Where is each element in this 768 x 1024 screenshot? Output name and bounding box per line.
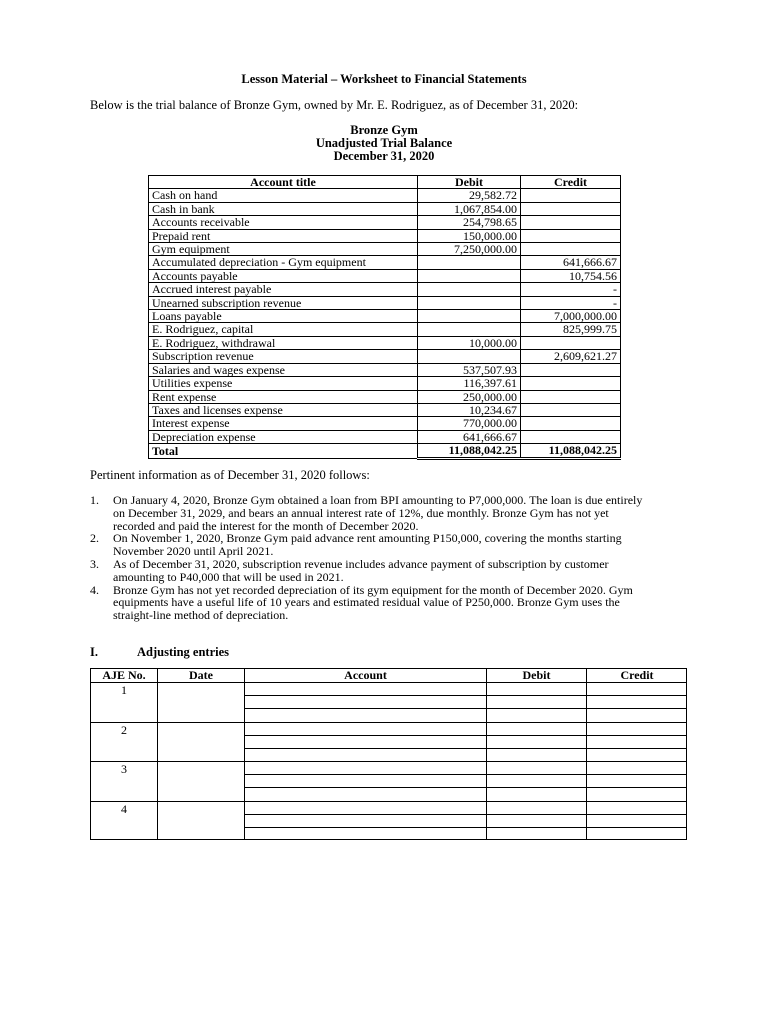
credit-cell: 825,999.75	[521, 323, 621, 336]
header-date: Date	[189, 668, 213, 682]
table-row	[149, 323, 621, 336]
account-cell: Accrued interest payable	[149, 283, 418, 296]
table-row	[149, 390, 621, 403]
table-row	[149, 256, 621, 269]
account-cell: Accounts receivable	[149, 216, 418, 229]
account-cell: Accumulated depreciation - Gym equipment	[149, 256, 418, 269]
item-text: On November 1, 2020, Bronze Gym paid advance rent amounting P150,000, covering the months starting November 2020 until April 2021.	[113, 531, 622, 559]
account-cell: Depreciation expense	[149, 430, 418, 443]
list-item	[90, 558, 650, 584]
item-text: On January 4, 2020, Bronze Gym obtained a loan from BPI amounting to P7,000,000. The loan is due entirely on December 31, 2029, and bears an annual interest rate of 12%, due monthly. Bronze Gym has not yet recorded and paid the interest for the month of December 2020.	[113, 493, 643, 533]
debit-cell: 254,798.65	[418, 216, 521, 229]
debit-cell: 250,000.00	[418, 390, 521, 403]
total-debit: 11,088,042.25	[418, 444, 521, 458]
total-label: Total	[149, 444, 418, 458]
table-row	[149, 336, 621, 349]
debit-cell: 641,666.67	[418, 430, 521, 443]
aje-number: 4	[121, 802, 127, 816]
document-heading: Lesson Material – Worksheet to Financial Statements	[241, 72, 527, 86]
intro-text: Below is the trial balance of Bronze Gym, owned by Mr. E. Rodriguez, as of December 31, 2020:	[90, 98, 579, 112]
tb-company: Bronze Gym	[350, 123, 418, 137]
credit-cell: 7,000,000.00	[521, 310, 621, 323]
item-number: 2.	[90, 531, 99, 546]
header-account: Account title	[149, 176, 418, 189]
pertinent-list	[90, 494, 650, 622]
credit-cell	[521, 216, 621, 229]
account-cell: Gym equipment	[149, 243, 418, 256]
credit-cell	[521, 229, 621, 242]
entry-row-line	[244, 801, 686, 802]
tb-date: December 31, 2020	[333, 149, 435, 163]
account-cell: E. Rodriguez, withdrawal	[149, 336, 418, 349]
credit-cell	[521, 390, 621, 403]
credit-cell: -	[521, 283, 621, 296]
debit-cell: 29,582.72	[418, 189, 521, 202]
account-cell: Rent expense	[149, 390, 418, 403]
account-cell: Salaries and wages expense	[149, 363, 418, 376]
credit-cell: 641,666.67	[521, 256, 621, 269]
item-number: 4.	[90, 582, 99, 597]
table-row	[149, 350, 621, 363]
debit-cell	[418, 310, 521, 323]
table-row	[149, 283, 621, 296]
aje-number: 3	[121, 762, 127, 776]
account-cell: Subscription revenue	[149, 350, 418, 363]
table-row	[149, 363, 621, 376]
list-item	[90, 532, 650, 558]
credit-cell	[521, 417, 621, 430]
debit-cell	[418, 350, 521, 363]
credit-cell	[521, 189, 621, 202]
debit-cell	[418, 283, 521, 296]
list-item	[90, 584, 650, 622]
entry-row-line	[244, 774, 686, 775]
debit-cell: 770,000.00	[418, 417, 521, 430]
credit-cell	[521, 430, 621, 443]
table-row	[149, 417, 621, 430]
entry-row-line	[244, 735, 686, 736]
table-row	[149, 296, 621, 309]
debit-cell	[418, 323, 521, 336]
pertinent-intro: Pertinent information as of December 31, 2020 follows:	[90, 468, 370, 482]
table-row	[149, 189, 621, 202]
aje-number: 1	[121, 683, 127, 697]
account-cell: Cash on hand	[149, 189, 418, 202]
table-row	[149, 243, 621, 256]
credit-cell: -	[521, 296, 621, 309]
table-row	[149, 216, 621, 229]
entry-row-line	[244, 761, 686, 762]
header-aje-no: AJE No.	[102, 668, 146, 682]
entry-row-line	[244, 814, 686, 815]
item-number: 3.	[90, 556, 99, 571]
credit-cell	[521, 336, 621, 349]
debit-cell: 150,000.00	[418, 229, 521, 242]
debit-cell: 1,067,854.00	[418, 202, 521, 215]
header-credit: Credit	[521, 176, 621, 189]
header-divider	[91, 682, 686, 683]
total-row	[149, 444, 621, 458]
entry-row-line	[244, 748, 686, 749]
section-number: I.	[90, 645, 98, 659]
table-row	[149, 430, 621, 443]
credit-cell	[521, 202, 621, 215]
table-row	[149, 229, 621, 242]
table-row	[149, 310, 621, 323]
account-cell: Prepaid rent	[149, 229, 418, 242]
column-divider	[157, 669, 158, 839]
table-header-row	[149, 176, 621, 189]
debit-cell: 7,250,000.00	[418, 243, 521, 256]
tb-title: Unadjusted Trial Balance	[315, 136, 453, 150]
list-item	[90, 494, 650, 532]
item-text: As of December 31, 2020, subscription revenue includes advance payment of subscription by customer amounting to P40,000 that will be used in 2021.	[113, 556, 609, 584]
credit-cell	[521, 377, 621, 390]
table-row	[149, 403, 621, 416]
debit-cell: 10,000.00	[418, 336, 521, 349]
credit-cell	[521, 243, 621, 256]
account-cell: Utilities expense	[149, 377, 418, 390]
adjusting-entries-table	[90, 668, 687, 840]
header-debit: Debit	[522, 668, 551, 682]
entry-row-line	[244, 708, 686, 709]
debit-cell	[418, 269, 521, 282]
section-title: Adjusting entries	[137, 645, 230, 659]
debit-cell: 537,507.93	[418, 363, 521, 376]
entry-row-line	[244, 827, 686, 828]
header-account: Account	[344, 668, 387, 682]
header-debit: Debit	[418, 176, 521, 189]
table-row	[149, 377, 621, 390]
item-number: 1.	[90, 493, 99, 507]
account-cell: Unearned subscription revenue	[149, 296, 418, 309]
item-text: Bronze Gym has not yet recorded depreciation of its gym equipment for the month of December 2020. Gym equipments have a useful life of 10 years and estimated residual value of P250,000. Bronze Gym uses the straight-line method of depreciation.	[113, 582, 633, 623]
credit-cell: 2,609,621.27	[521, 350, 621, 363]
table-row	[149, 269, 621, 282]
aje-number: 2	[121, 723, 127, 737]
account-cell: E. Rodriguez, capital	[149, 323, 418, 336]
account-cell: Accounts payable	[149, 269, 418, 282]
account-cell: Taxes and licenses expense	[149, 403, 418, 416]
trial-balance-table	[148, 175, 621, 460]
debit-cell	[418, 256, 521, 269]
account-cell: Cash in bank	[149, 202, 418, 215]
debit-cell: 10,234.67	[418, 403, 521, 416]
header-credit: Credit	[620, 668, 654, 682]
account-cell: Loans payable	[149, 310, 418, 323]
account-cell: Interest expense	[149, 417, 418, 430]
entry-row-line	[244, 695, 686, 696]
credit-cell: 10,754.56	[521, 269, 621, 282]
credit-cell	[521, 403, 621, 416]
table-row	[149, 202, 621, 215]
entry-row-line	[244, 787, 686, 788]
entry-row-line	[244, 722, 686, 723]
debit-cell: 116,397.61	[418, 377, 521, 390]
debit-cell	[418, 296, 521, 309]
credit-cell	[521, 363, 621, 376]
total-credit: 11,088,042.25	[521, 444, 621, 458]
